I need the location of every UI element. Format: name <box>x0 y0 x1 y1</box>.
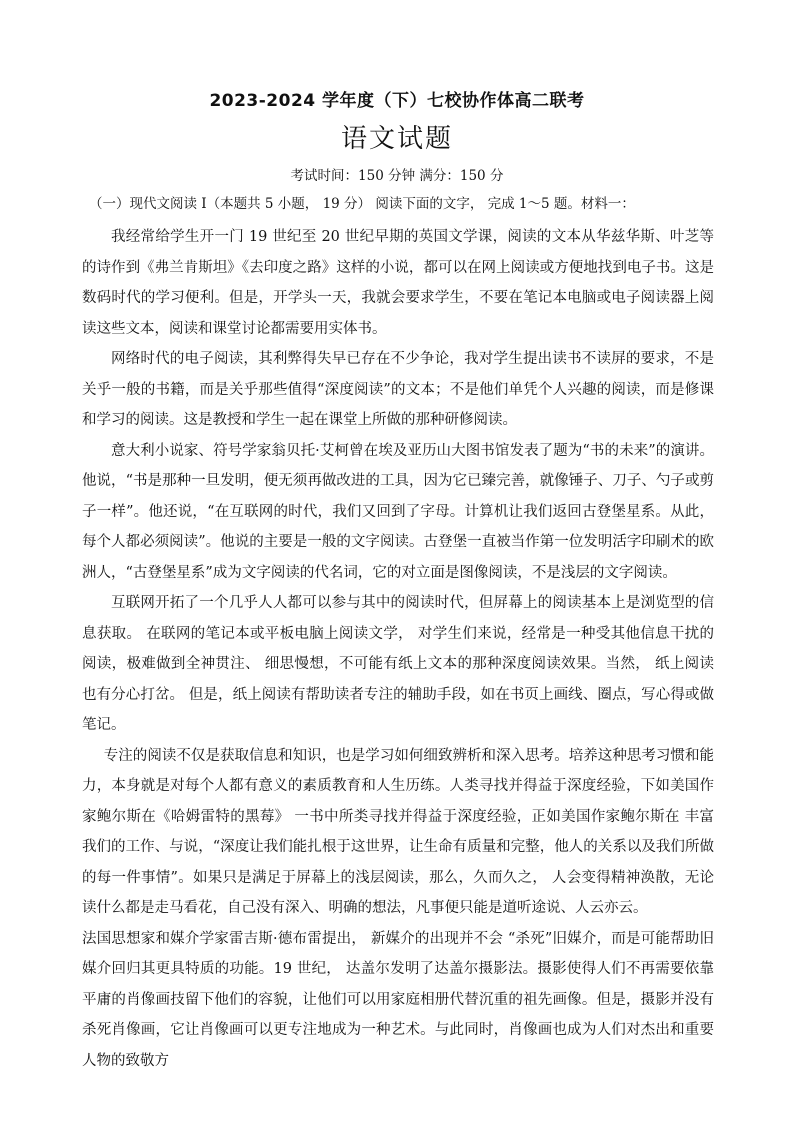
paragraph-2: 网络时代的电子阅读，其利弊得失早已存在不少争论，我对学生提出读书不读屏的要求，不是关乎一般的书籍，而是关乎那些值得“深度阅读”的文本；不是他们单凭个人兴趣的阅读，而是修课和学习的阅读。这是教授和学生一起在课堂上所做的那种研修阅读。 <box>82 351 714 428</box>
paragraph-4: 互联网开拓了一个几乎人人都可以参与其中的阅读时代，但屏幕上的阅读基本上是浏览型的信息获取。 在联网的笔记本或平板电脑上阅读文学， 对学生们来说，经常是一种受其他信息干扰的阅读，极难做到全神贯注、 细思慢想，不可能有纸上文本的那种深度阅读效果。当然， 纸上阅读也有分心打岔。 但是，纸上阅读有帮助读者专注的辅助手段，如在书页上画线、圈点，写心得或做笔记。 <box>82 595 714 733</box>
exam-title: 2023-2024 学年度（下）七校协作体高二联考 <box>209 91 585 111</box>
paragraph-5: 专注的阅读不仅是获取信息和知识，也是学习如何细致辨析和深入思考。培养这种思考习惯和能力，本身就是对每个人都有意义的素质教育和人生历练。人类寻找并得益于深度经验，下如美国作家鲍尔斯在《哈姆雷特的黑莓》 一书中所类寻找并得益于深度经验，正如美国作家鲍尔斯在 丰富我们的工作、与说，“深度让我们能扎根于这世界，让生命有质量和完整，他人的关系以及我们所做的每一件事情”。如果只是满足于屏幕上的浅层阅读，那么，久而久之， 人会变得精神涣散，无论读什么都是走马看花，自己没有深入、明确的想法，凡事便只能是道听途说、人云亦云。 <box>82 747 714 916</box>
reading-passage <box>82 222 714 1076</box>
paragraph-1: 我经常给学生开一门 19 世纪至 20 世纪早期的英国文学课，阅读的文本从华兹华斯、叶芝等的诗作到《弗兰肯斯坦》《去印度之路》这样的小说，都可以在网上阅读或方便地找到电子书。这是数码时代的学习便利。但是，开学头一天，我就会要求学生，不要在笔记本电脑或电子阅读器上阅读这些文本，阅读和课堂讨论都需要用实体书。 <box>82 229 714 337</box>
section-instruction: （一）现代文阅读 I（本题共 5 小题， 19 分） 阅读下面的文字， 完成 1～5 题。材料一： <box>89 196 635 212</box>
paragraph-3: 意大利小说家、符号学家翁贝托·艾柯曾在埃及亚历山大图书馆发表了题为“书的未来”的演讲。他说，“书是那种一旦发明，便无须再做改进的工具，因为它已臻完善，就像锤子、刀子、勺子或剪子一样”。他还说，“在互联网的时代，我们又回到了字母。计算机让我们返回古登堡星系。从此，每个人都必须阅读”。他说的主要是一般的文字阅读。古登堡一直被当作第一位发明活字印刷术的欧洲人，“古登堡星系”成为文字阅读的代名词，它的对立面是图像阅读，不是浅层的文字阅读。 <box>82 442 714 581</box>
paragraph-6: 法国思想家和媒介学家雷吉斯·德布雷提出， 新媒介的出现并不会 “杀死”旧媒介，而是可能帮助旧媒介回归其更具特质的功能。19 世纪， 达盖尔发明了达盖尔摄影法。摄影使得人们不再需要依靠平庸的肖像画技留下他们的容貌，让他们可以用家庭相册代替沉重的祖先画像。但是，摄影并没有杀死肖像画，它让肖像画可以更专注地成为一种艺术。与此同时，肖像画也成为人们对杰出和重要人物的致敬方 <box>82 930 714 1069</box>
subject-title: 语文试题 <box>340 124 453 154</box>
exam-info: 考试时间：150 分钟 满分：150 分 <box>290 168 504 184</box>
